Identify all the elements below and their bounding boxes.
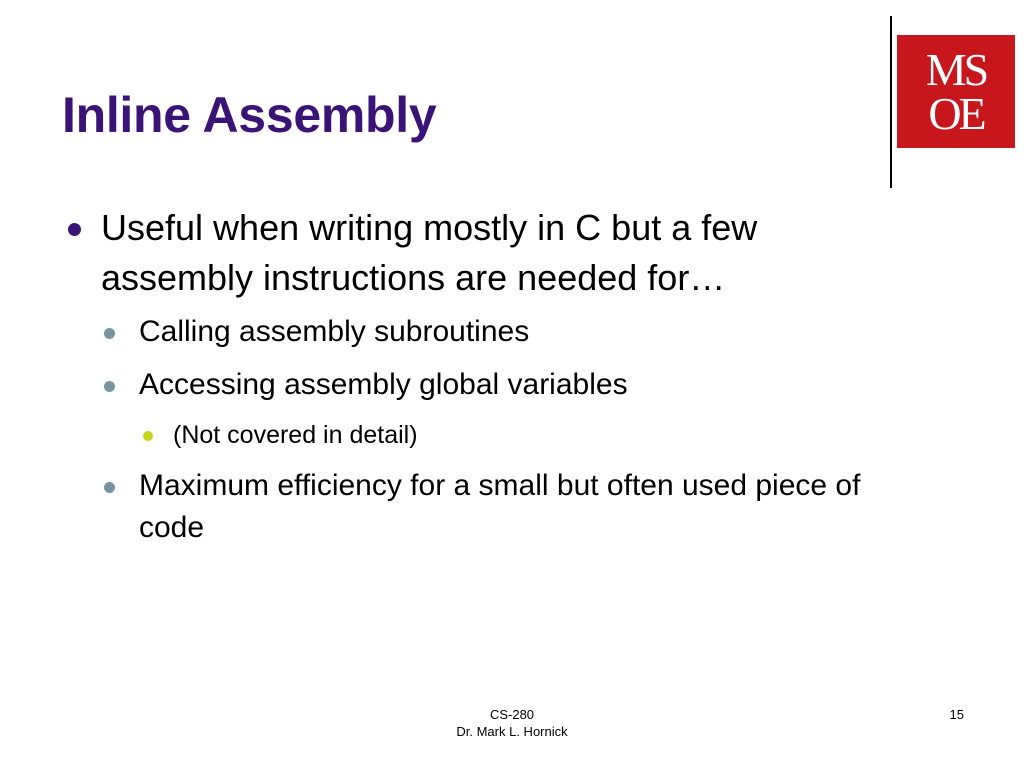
- bullet-dot-icon: [104, 381, 115, 392]
- bullet-sub-1: [104, 311, 904, 353]
- msoe-logo: [897, 35, 1015, 148]
- bullet-main-text: Useful when writing mostly in C but a few assembly instructions are needed for…: [101, 207, 758, 298]
- slide-footer: [412, 706, 612, 740]
- bullet-dot-icon: [104, 328, 115, 339]
- logo-line-1: MS: [925, 43, 987, 95]
- logo-line-2: OE: [928, 87, 984, 139]
- bullet-dot-icon: [104, 482, 115, 493]
- bullet-main: [68, 203, 888, 303]
- bullet-dot-icon: [143, 431, 153, 441]
- footer-author: Dr. Mark L. Hornick: [456, 724, 568, 739]
- bullet-sub-3-text: Maximum efficiency for a small but often used piece of code: [139, 469, 861, 544]
- bullet-sub-1-text: Calling assembly subroutines: [139, 315, 530, 348]
- header-divider: [890, 16, 892, 188]
- footer-course: CS-280: [489, 707, 535, 722]
- bullet-sub-2-note: [143, 417, 843, 453]
- bullet-sub-2: [104, 364, 904, 406]
- page-number: 15: [949, 707, 964, 722]
- bullet-dot-icon: [68, 223, 81, 236]
- slide-title: Inline Assembly: [62, 87, 437, 143]
- bullet-sub-2-text: Accessing assembly global variables: [139, 368, 628, 401]
- bullet-sub-2-note-text: (Not covered in detail): [173, 421, 418, 449]
- bullet-sub-3: [104, 465, 904, 549]
